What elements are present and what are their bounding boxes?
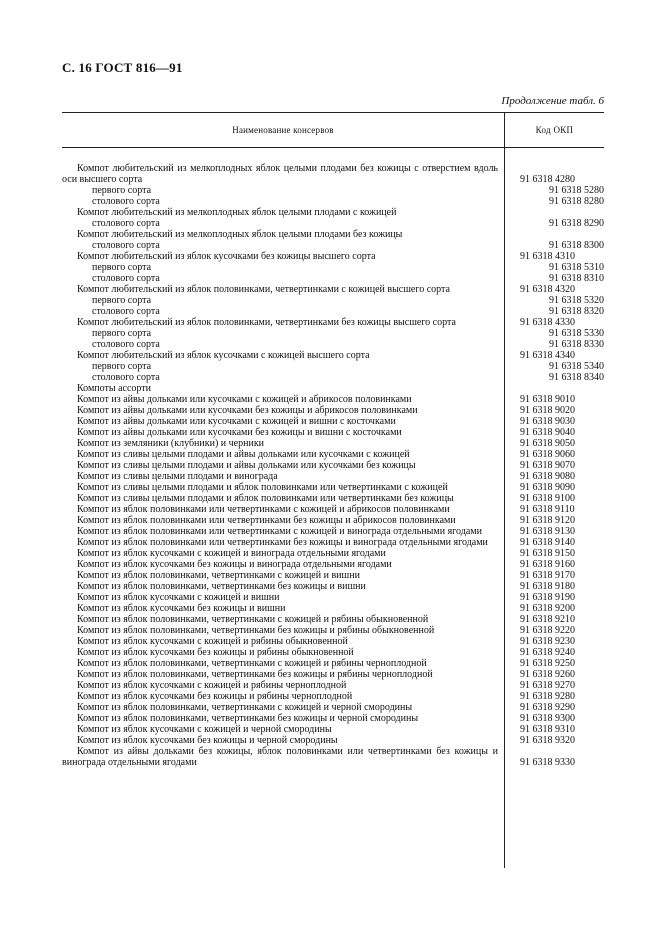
product-name: Компот из сливы целыми плодами и яблок половинками или четвертинками без кожицы (77, 493, 454, 504)
okp-code: 91 6318 9250 (520, 658, 575, 669)
okp-code: 91 6318 5280 (549, 185, 604, 196)
product-name: Компот любительский из яблок кусочками без кожицы высшего сорта (77, 251, 376, 262)
product-name: столового сорта (92, 240, 160, 251)
table-row (62, 295, 604, 306)
table-row (62, 262, 604, 273)
okp-code: 91 6318 9310 (520, 724, 575, 735)
table-row (62, 196, 604, 207)
okp-code: 91 6318 9240 (520, 647, 575, 658)
table-row (62, 526, 604, 537)
okp-code: 91 6318 5320 (549, 295, 604, 306)
okp-code (504, 207, 604, 218)
product-name: столового сорта (92, 196, 160, 207)
product-name: Компот любительский из мелкоплодных яблок целыми плодами без кожицы (77, 229, 403, 240)
product-name: Компот из яблок кусочками без кожицы и винограда отдельными ягодами (77, 559, 392, 570)
product-name: Компот из яблок половинками, четвертинками с кожицей и вишни (77, 570, 360, 581)
table-row (62, 229, 604, 240)
okp-code: 91 6318 9030 (520, 416, 575, 427)
table-row (62, 449, 604, 460)
table-header (62, 112, 604, 148)
okp-code: 91 6318 8300 (549, 240, 604, 251)
okp-code: 91 6318 9280 (520, 691, 575, 702)
product-name: Компот из яблок половинками, четвертинками без кожицы и рябины черноплодной (77, 669, 433, 680)
okp-code: 91 6318 9170 (520, 570, 575, 581)
product-name: Компот из яблок половинками, четвертинками без кожицы и рябины обыкновенной (77, 625, 435, 636)
okp-code: 91 6318 5340 (549, 361, 604, 372)
okp-code: 91 6318 9130 (520, 526, 575, 537)
table-row (62, 680, 604, 691)
product-name: Компот из яблок половинками, четвертинками с кожицей и черной смородины (77, 702, 413, 713)
product-name: столового сорта (92, 306, 160, 317)
product-name: Компот любительский из мелкоплодных яблок целыми плодами с кожицей (77, 207, 397, 218)
product-name: Компот из яблок половинками или четвертинками без кожицы и абрикосов половинками (77, 515, 456, 526)
product-name: Компот из яблок половинками или четвертинками без кожицы и винограда отдельными ягодами (77, 537, 488, 548)
okp-code: 91 6318 9070 (520, 460, 575, 471)
okp-code: 91 6318 9050 (520, 438, 575, 449)
product-name: Компот из сливы целыми плодами и айвы дольками или кусочками с кожицей (77, 449, 410, 460)
okp-code: 91 6318 9140 (520, 537, 575, 548)
table-row (62, 482, 604, 493)
product-name: Компот из яблок кусочками с кожицей и винограда отдельными ягодами (77, 548, 386, 559)
table-row (62, 713, 604, 724)
table-row (62, 427, 604, 438)
table-row (62, 317, 604, 328)
table-row (62, 284, 604, 295)
okp-code: 91 6318 5310 (549, 262, 604, 273)
product-name: Компот из яблок кусочками без кожицы и вишни (77, 603, 286, 614)
table-row (62, 350, 604, 361)
okp-code: 91 6318 9270 (520, 680, 575, 691)
product-name: Компот любительский из мелкоплодных яблок целыми плодами без кожицы с отверстием вдоль оси высшего сорта (62, 163, 498, 185)
product-name: Компот из яблок кусочками без кожицы и черной смородины (77, 735, 338, 746)
product-name: Компот из айвы дольками или кусочками с кожицей и абрикосов половинками (77, 394, 412, 405)
okp-code: 91 6318 4330 (520, 317, 575, 328)
product-name: Компот из айвы дольками или кусочками с кожицей и вишни с косточками (77, 416, 396, 427)
table-row (62, 394, 604, 405)
okp-code: 91 6318 8330 (549, 339, 604, 350)
table-row (62, 405, 604, 416)
product-name: Компот из яблок половинками или четвертинками с кожицей и винограда отдельными ягодами (77, 526, 482, 537)
product-name: Компот из яблок половинками, четвертинками с кожицей и рябины обыкновенной (77, 614, 429, 625)
table-continuation-label: Продолжение табл. 6 (501, 95, 604, 107)
table-row (62, 416, 604, 427)
table-row (62, 240, 604, 251)
table-row (62, 339, 604, 350)
okp-code: 91 6318 9100 (520, 493, 575, 504)
table-row (62, 515, 604, 526)
okp-code: 91 6318 9260 (520, 669, 575, 680)
table-row (62, 702, 604, 713)
product-name: Компот из яблок кусочками с кожицей и рябины черноплодной (77, 680, 347, 691)
table-row (62, 383, 604, 394)
product-name: Компот любительский из яблок кусочками с кожицей высшего сорта (77, 350, 370, 361)
table-row (62, 647, 604, 658)
product-name: Компот из яблок кусочками с кожицей и рябины обыкновенной (77, 636, 348, 647)
table-row (62, 306, 604, 317)
table-row (62, 537, 604, 548)
table-row (62, 493, 604, 504)
product-name: Компот из яблок половинками, четвертинками без кожицы и черной смородины (77, 713, 419, 724)
product-name: первого сорта (92, 295, 152, 306)
okp-code: 91 6318 9080 (520, 471, 575, 482)
table-row (62, 592, 604, 603)
table-row (62, 185, 604, 196)
product-name: Компот любительский из яблок половинками, четвертинками с кожицей высшего сорта (77, 284, 450, 295)
okp-code: 91 6318 9020 (520, 405, 575, 416)
product-name: столового сорта (92, 273, 160, 284)
product-name: Компот из яблок кусочками с кожицей и черной смородины (77, 724, 332, 735)
okp-code: 91 6318 8340 (549, 372, 604, 383)
table-row (62, 471, 604, 482)
okp-code: 91 6318 9210 (520, 614, 575, 625)
okp-code: 91 6318 9290 (520, 702, 575, 713)
product-name: столового сорта (92, 218, 160, 229)
column-header-code: Код ОКП (535, 125, 574, 135)
okp-code: 91 6318 8310 (549, 273, 604, 284)
canned-goods-table (62, 112, 604, 768)
product-name: Компот из яблок половинками, четвертинками без кожицы и вишни (77, 581, 366, 592)
okp-code: 91 6318 9120 (520, 515, 575, 526)
product-name: Компот любительский из яблок половинками, четвертинками без кожицы высшего сорта (77, 317, 456, 328)
table-row (62, 658, 604, 669)
okp-code: 91 6318 9220 (520, 625, 575, 636)
product-name: Компот из айвы дольками без кожицы, яблок половинками или четвертинками без кожицы и винограда отдельными ягодами (62, 746, 498, 768)
product-name: столового сорта (92, 339, 160, 350)
okp-code: 91 6318 9190 (520, 592, 575, 603)
table-row (62, 581, 604, 592)
okp-code: 91 6318 9300 (520, 713, 575, 724)
table-row (62, 724, 604, 735)
table-row (62, 603, 604, 614)
product-name: Компот из айвы дольками или кусочками без кожицы и вишни с косточками (77, 427, 402, 438)
product-name: Компот из яблок половинками, четвертинками с кожицей и рябины черноплодной (77, 658, 427, 669)
okp-code: 91 6318 9060 (520, 449, 575, 460)
okp-code: 91 6318 5330 (549, 328, 604, 339)
okp-code: 91 6318 9230 (520, 636, 575, 647)
okp-code: 91 6318 9090 (520, 482, 575, 493)
okp-code: 91 6318 9160 (520, 559, 575, 570)
product-name: Компоты ассорти (77, 383, 152, 394)
product-name: Компот из айвы дольками или кусочками без кожицы и абрикосов половинками (77, 405, 418, 416)
column-header-name: Наименование консервов (62, 113, 505, 147)
product-name: Компот из сливы целыми плодами и яблок половинками или четвертинками с кожицей (77, 482, 448, 493)
product-name: Компот из яблок кусочками с кожицей и вишни (77, 592, 280, 603)
product-name: первого сорта (92, 361, 152, 372)
okp-code (504, 229, 604, 240)
okp-code: 91 6318 9200 (520, 603, 575, 614)
table-row (62, 273, 604, 284)
table-row (62, 218, 604, 229)
product-name: первого сорта (92, 185, 152, 196)
table-row (62, 207, 604, 218)
page-header: С. 16 ГОСТ 816—91 (62, 60, 183, 75)
product-name: Компот из яблок кусочками без кожицы и рябины обыкновенной (77, 647, 354, 658)
table-row (62, 570, 604, 581)
okp-code: 91 6318 4310 (520, 251, 575, 262)
okp-code: 91 6318 8280 (549, 196, 604, 207)
okp-code: 91 6318 4280 (520, 174, 575, 185)
okp-code: 91 6318 9040 (520, 427, 575, 438)
product-name: столового сорта (92, 372, 160, 383)
table-row (62, 251, 604, 262)
table-row (62, 460, 604, 471)
product-name: первого сорта (92, 328, 152, 339)
product-name: Компот из земляники (клубники) и черники (77, 438, 265, 449)
table-row (62, 735, 604, 746)
product-name: Компот из сливы целыми плодами и винограда (77, 471, 278, 482)
product-name: Компот из сливы целыми плодами и айвы дольками или кусочками без кожицы (77, 460, 416, 471)
okp-code: 91 6318 8290 (549, 218, 604, 229)
okp-code: 91 6318 9110 (520, 504, 575, 515)
product-name: первого сорта (92, 262, 152, 273)
okp-code: 91 6318 8320 (549, 306, 604, 317)
table-row (62, 548, 604, 559)
okp-code: 91 6318 4340 (520, 350, 575, 361)
table-row (62, 559, 604, 570)
table-row (62, 372, 604, 383)
okp-code: 91 6318 9180 (520, 581, 575, 592)
okp-code: 91 6318 9320 (520, 735, 575, 746)
table-row (62, 691, 604, 702)
okp-code: 91 6318 9330 (520, 757, 575, 768)
table-row (62, 669, 604, 680)
table-row (62, 625, 604, 636)
product-name: Компот из яблок кусочками без кожицы и рябины черноплодной (77, 691, 353, 702)
table-row (62, 504, 604, 515)
table-row (62, 163, 604, 185)
table-row (62, 438, 604, 449)
okp-code: 91 6318 9150 (520, 548, 575, 559)
okp-code: 91 6318 4320 (520, 284, 575, 295)
okp-code: 91 6318 9010 (520, 394, 575, 405)
product-name: Компот из яблок половинками или четвертинками с кожицей и абрикосов половинками (77, 504, 450, 515)
table-body (62, 148, 604, 768)
table-row (62, 614, 604, 625)
okp-code (504, 383, 604, 394)
table-row (62, 328, 604, 339)
table-row (62, 361, 604, 372)
table-row (62, 636, 604, 647)
table-row (62, 746, 604, 768)
